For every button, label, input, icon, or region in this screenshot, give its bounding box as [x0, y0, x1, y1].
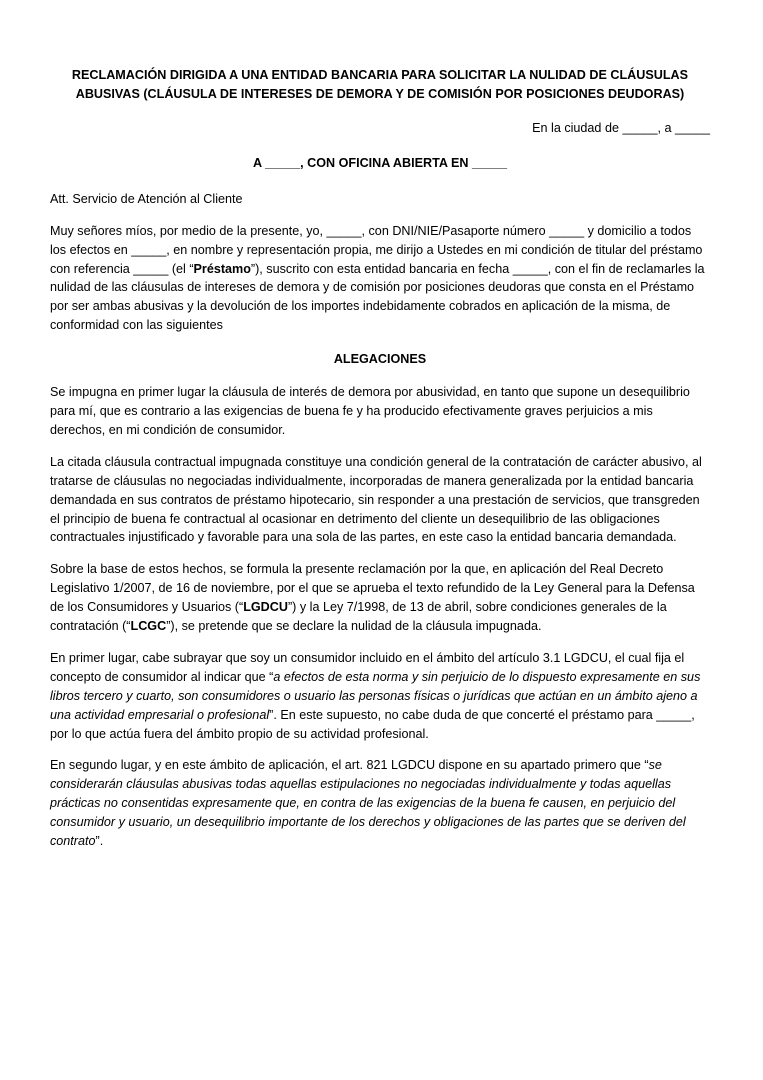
para4-text-1: En primer lugar, cabe subrayar que soy un consumidor incluido en el ámbito del artículo 3.1 LGDCU, el cual fija el concepto de consumidor al indicar que “	[50, 650, 685, 684]
document-title: RECLAMACIÓN DIRIGIDA A UNA ENTIDAD BANCARIA PARA SOLICITAR LA NULIDAD DE CLÁUSULAS ABUSIVAS (CLÁUSULA DE INTERESES DE DEMORA Y DE COMISIÓN POR POSICIONES DEUDORAS)	[71, 68, 689, 101]
allegation-paragraph-3	[50, 560, 710, 636]
attention-line: Att. Servicio de Atención al Cliente	[50, 191, 243, 206]
para4-quote: a efectos de esta norma y sin perjuicio de lo dispuesto expresamente en sus libros tercero y cuarto, son consumidores o usuario las personas físicas o jurídicas que actúan en un ámbito ajeno a una actividad empresarial o profesional	[50, 669, 701, 722]
allegation-paragraph-5	[50, 756, 710, 851]
para5-text-2: ”.	[95, 834, 104, 849]
intro-text-1: Muy señores míos, por medio de la presente, yo, _____, con DNI/NIE/Pasaporte número _____ y domicilio a todos los efectos en _____, en nombre y representación propia, me dirijo a Ustedes en mi condición de titular del préstamo con referencia _____ (el “	[50, 223, 703, 276]
section-heading: ALEGACIONES	[333, 352, 427, 367]
para3-bold-lcgc: LCGC	[130, 619, 167, 634]
intro-bold-prestamo: Préstamo	[193, 261, 251, 276]
para3-text-2: ”) y la Ley 7/1998, de 13 de abril, sobre condiciones generales de la contratación (“	[50, 600, 667, 634]
para3-text-1: Sobre la base de estos hechos, se formula la presente reclamación por la que, en aplicación del Real Decreto Legislativo 1/2007, de 16 de noviembre, por el que se aprueba el texto refundido de la Ley General para la Defensa de los Consumidores y Usuarios (“	[50, 562, 695, 615]
allegation-paragraph-4	[50, 649, 710, 744]
para3-text-3: ”), se pretende que se declare la nulidad de la cláusula impugnada.	[166, 619, 542, 634]
addressee-line: A _____, CON OFICINA ABIERTA EN _____	[252, 155, 508, 170]
para4-text-2: ”. En este supuesto, no cabe duda de que concerté el préstamo para _____, por lo que actúa fuera del ámbito propio de su actividad profesional.	[50, 707, 695, 741]
para5-quote: se considerarán cláusulas abusivas todas aquellas estipulaciones no negociadas individualmente y todas aquellas prácticas no consentidas expresamente que, en contra de las exigencias de la buena fe causen, en perjuicio del consumidor y usuario, un desequilibrio importante de los derechos y obligaciones de las partes que se deriven del contrato	[50, 758, 686, 849]
place-date-line: En la ciudad de _____, a _____	[532, 121, 710, 135]
intro-paragraph	[50, 222, 710, 335]
allegation-paragraph-1: Se impugna en primer lugar la cláusula de interés de demora por abusividad, en tanto que supone un desequilibrio para mí, que es contrario a las exigencias de buena fe y ha producido efectivamente graves perjuicios a mis derechos, en mi condición de consumidor.	[50, 385, 690, 437]
intro-text-2: ”), suscrito con esta entidad bancaria en fecha _____, con el fin de reclamarles la nulidad de las cláusulas de intereses de demora y de comisión por posiciones deudoras que consta en el Préstamo por ser ambas abusivas y la devolución de los importes indebidamente cobrados en aplicación de la misma, de conformidad con las siguientes	[50, 261, 705, 333]
allegation-paragraph-2: La citada cláusula contractual impugnada constituye una condición general de la contratación de carácter abusivo, al tratarse de cláusulas no negociadas individualmente, incorporadas de manera generalizada por la entidad bancaria demandada en sus contratos de préstamo hipotecario, sin responder a una prestación de servicios, que transgreden el principio de buena fe contractual al ocasionar en detrimento del cliente un desequilibrio de las obligaciones contractuales injustificado y favorable para una sola de las partes, en este caso la entidad bancaria demandada.	[50, 454, 702, 545]
para3-bold-lgdcu: LGDCU	[243, 600, 288, 615]
para5-text-1: En segundo lugar, y en este ámbito de aplicación, el art. 821 LGDCU dispone en su apartado primero que “	[50, 758, 649, 773]
